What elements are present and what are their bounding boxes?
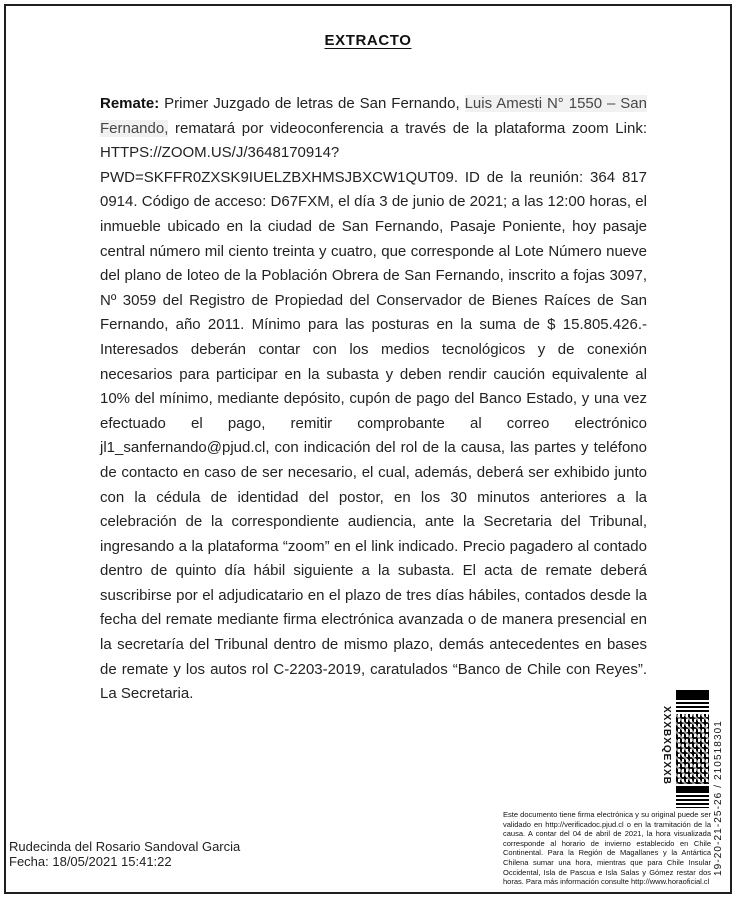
case-folio-code-vertical: 19-20-21-25-26 / 210518301 bbox=[713, 720, 724, 876]
paragraph-segment: Primer Juzgado de letras de San Fernando, bbox=[159, 95, 465, 112]
barcode-top-stripes bbox=[676, 702, 709, 712]
barcode-bottom-stripes bbox=[676, 795, 709, 808]
verification-barcode-icon bbox=[676, 690, 709, 808]
notice-paragraph bbox=[100, 92, 647, 707]
highlighted-address: Luis Amesti N° 1550 – San Fernando, bbox=[100, 95, 647, 137]
verification-code-vertical: XXXBXQEXXB bbox=[661, 706, 672, 785]
barcode-top-bar bbox=[676, 690, 709, 700]
page-title: EXTRACTO bbox=[324, 32, 412, 49]
signature-block bbox=[9, 839, 240, 869]
barcode-bottom-bar bbox=[676, 786, 709, 793]
electronic-signature-disclaimer: Este documento tiene firma electrónica y su original puede ser validado en http://verificadoc.pjud.cl o en la tramitación de la causa. A contar del 04 de abril de 2021, la hora visualizada corresponde al horario de invierno establecido en Chile Continental. Para la Región de Magallanes y la Antártica Chilena sumar una hora, mientras que para Chile Insular Occidental, Isla de Pascua e Isla Salas y Gómez restar dos horas. Para más información consulte http://www.horaoficial.cl bbox=[503, 810, 711, 887]
paragraph-segment: rematará por videoconferencia a través de la plataforma zoom Link: HTTPS://ZOOM.US/J/3648170914?PWD=SKFFR0ZXSK9IUELZBXHMSJBXCW1QUT09. ID de la reunión: 364 817 0914. Código de acceso: D67FXM, el día 3 de junio de 2021; a las 12:00 horas, el inmueble ubicado en la ciudad de San Fernando, Pasaje Poniente, hoy pasaje central número mil ciento treinta y cuatro, que corresponde al Lote Número nueve del plano de loteo de la Población Obrera de San Fernando, inscrito a fojas 3097, Nº 3059 del Registro de Propiedad del Conservador de Bienes Raíces de San Fernando, año 2011. Mínimo para las posturas en la suma de $ 15.805.426.- Interesados deberán contar con los medios tecnológicos y de conexión necesarios para participar en la subasta y deben rendir caución equivalente al 10% del mínimo, mediante depósito, cupón de pago del Banco Estado, y una vez efectuado el pago, remitir comprobante al correo electrónico jl1_sanfernando@pjud.cl, con indicación del rol de la causa, las partes y teléfono de contacto en caso de ser necesario, el cual, además, deberá ser exhibido junto con la cédula de identidad del postor, en los 30 minutos anteriores a la celebración de la correspondiente audiencia, ante la Secretaria del Tribunal, ingresando a la plataforma “zoom” en el link indicado. Precio pagadero al contado dentro de quinto día hábil siguiente a la subasta. El acta de remate deberá suscribirse por el adjudicatario en el plazo de tres días hábiles, contados desde la fecha del remate mediante firma electrónica avanzada o de manera presencial en la secretaría del Tribunal dentro de mismo plazo, demás antecedentes en bases de remate y los autos rol C-2203-2019, caratulados “Banco de Chile con Reyes”. La Secretaria. bbox=[100, 119, 647, 703]
signature-date: Fecha: 18/05/2021 15:41:22 bbox=[9, 854, 172, 869]
signer-name: Rudecinda del Rosario Sandoval Garcia bbox=[9, 839, 241, 854]
paragraph-lead-label: Remate: bbox=[100, 95, 160, 112]
barcode-matrix bbox=[676, 714, 709, 784]
